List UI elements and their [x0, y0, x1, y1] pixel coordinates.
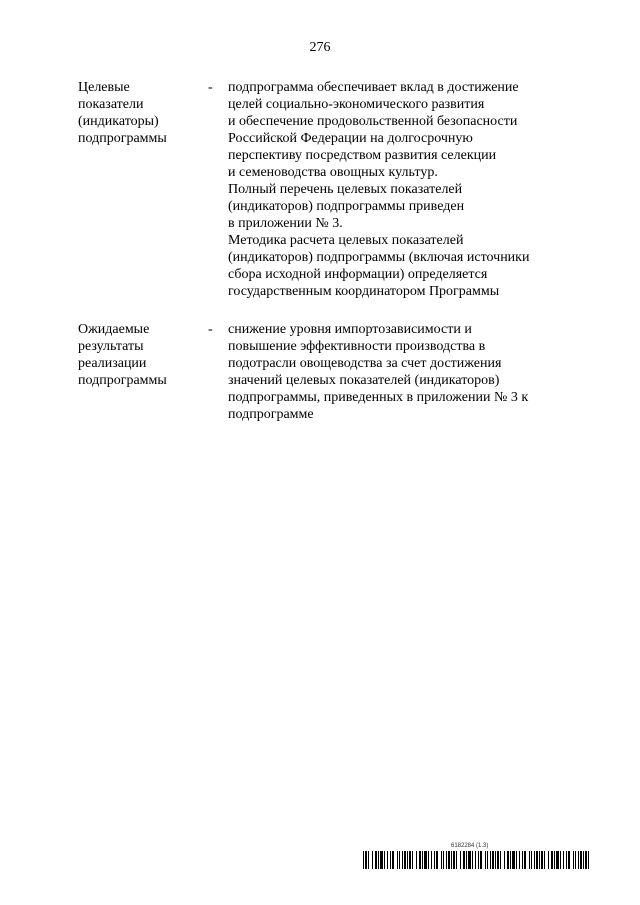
section-content — [228, 321, 588, 423]
document-footer — [363, 843, 589, 869]
barcode-icon — [363, 851, 589, 869]
label-line: подпрограммы — [78, 131, 167, 146]
label-line: (индикаторы) — [78, 114, 159, 129]
content-line: (индикаторов) подпрограммы приведен — [228, 199, 465, 214]
label-line: показатели — [78, 97, 144, 112]
content-line: сбора исходной информации) определяется — [228, 267, 488, 282]
content-line: значений целевых показателей (индикаторов) — [228, 373, 500, 388]
section-label — [78, 321, 198, 389]
content-line: повышение эффективности производства в — [228, 339, 486, 354]
label-line: реализации — [78, 356, 147, 371]
content-line: государственным координатором Программы — [228, 284, 500, 299]
label-line: подпрограммы — [78, 373, 167, 388]
content-line: (индикаторов) подпрограммы (включая источники — [228, 250, 530, 265]
label-line: Целевые — [78, 80, 130, 95]
page-number: 276 — [309, 40, 331, 55]
section-label — [78, 79, 198, 147]
label-line: Ожидаемые — [78, 322, 150, 337]
content-line: целей социально-экономического развития — [228, 97, 485, 112]
content-line: перспективу посредством развития селекции — [228, 148, 497, 163]
content-line: подпрограмма обеспечивает вклад в достижение — [228, 80, 519, 95]
label-line: результаты — [78, 339, 144, 354]
section-content — [228, 79, 588, 300]
content-line: и обеспечение продовольственной безопасности — [228, 114, 518, 129]
content-line: подпрограммы, приведенных в приложении № 3 к — [228, 390, 529, 405]
content-line: подотрасли овощеводства за счет достижения — [228, 356, 502, 371]
content-line: и семеноводства овощных культур. — [228, 165, 438, 180]
content-line: подпрограмме — [228, 407, 314, 422]
content-line: снижение уровня импортозависимости и — [228, 322, 472, 337]
content-line: в приложении № 3. — [228, 216, 343, 231]
section-dash: - — [208, 80, 213, 95]
barcode-code: 6182284 (1.3) — [451, 843, 489, 849]
section-dash: - — [208, 322, 213, 337]
content-line: Методика расчета целевых показателей — [228, 233, 464, 248]
content-line: Полный перечень целевых показателей — [228, 182, 463, 197]
content-line: Российской Федерации на долгосрочную — [228, 131, 473, 146]
